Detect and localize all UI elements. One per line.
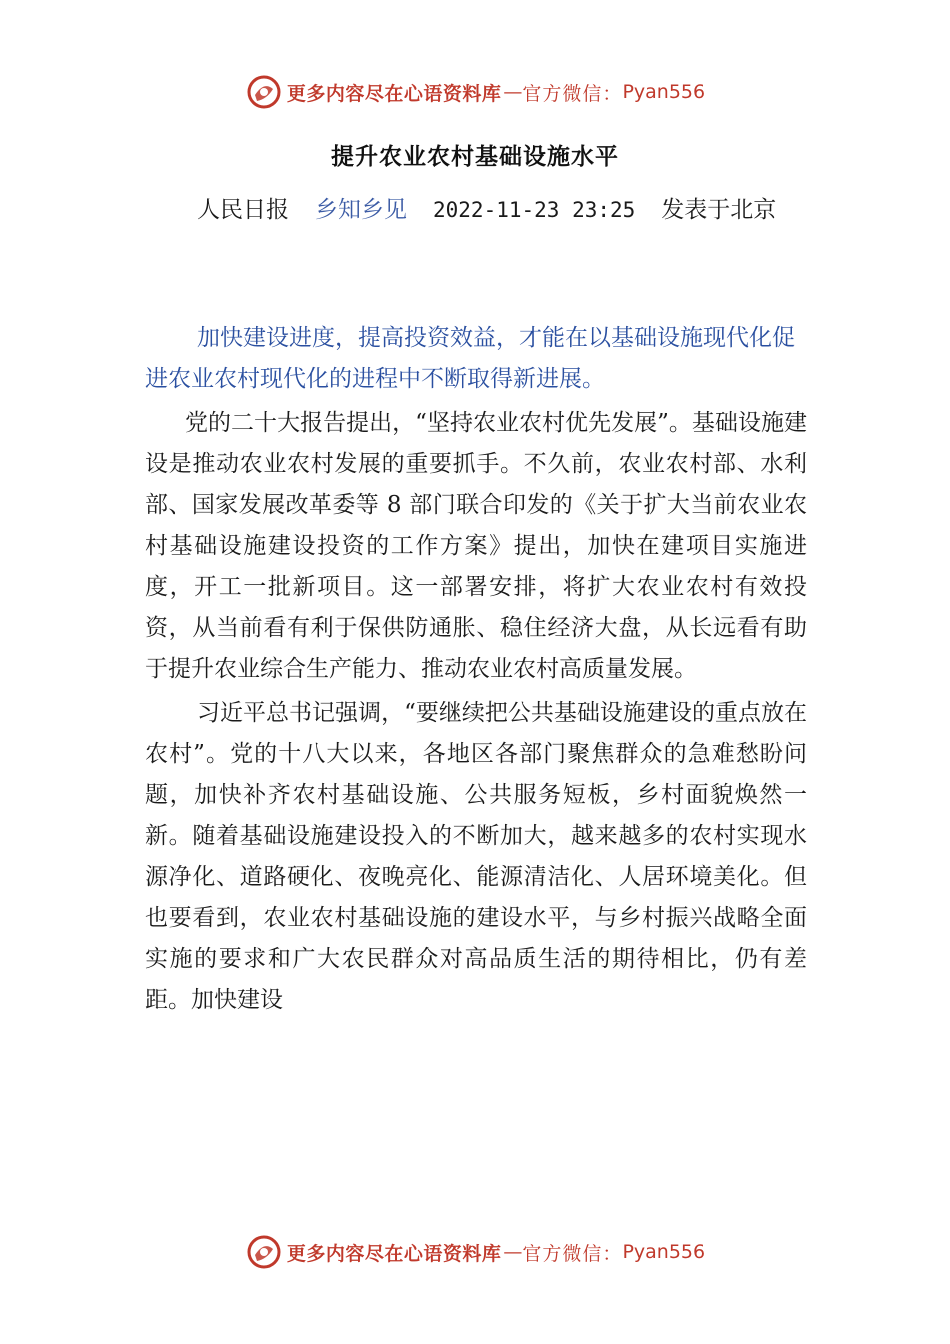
body-paragraph: 党的二十大报告提出，“坚持农业农村优先发展”。基础设施建设是推动农业农村发展的重要抓手。不久前，农业农村部、水利部、国家发展改革委等 8 部门联合印发的《关于扩大当前农业农村基础设施建设投资的工作方案》提出，加快在建项目实施进度，开工一批新项目。这一部署安排，将扩大农业农村有效投资，从当前看有利于保供防通胀、稳住经济大盘，从长远看有助于提升农业综合生产能力、推动农业农村高质量发展。	[145, 410, 807, 682]
header-banner	[0, 70, 950, 114]
logo-icon	[245, 73, 283, 111]
footer-banner	[0, 1230, 950, 1274]
article-title: 提升农业农村基础设施水平	[331, 144, 619, 170]
article-source: 人民日报	[197, 197, 289, 223]
banner-wechat-label: 官方微信：	[522, 1242, 623, 1265]
article-datetime: 2022-11-23 23:25	[433, 198, 636, 222]
article-body	[145, 403, 807, 1024]
banner-separator: —	[503, 81, 523, 103]
article-meta	[145, 188, 810, 232]
banner-wechat-label: 官方微信：	[522, 82, 623, 105]
banner-text: 更多内容尽在心语资料库	[286, 1242, 502, 1265]
banner-wechat-id: Pyan556	[622, 81, 706, 103]
banner-wechat-id: Pyan556	[622, 1241, 706, 1263]
banner-separator: —	[503, 1241, 523, 1263]
banner-text: 更多内容尽在心语资料库	[286, 82, 502, 105]
article-location: 发表于北京	[661, 197, 777, 223]
logo-icon	[245, 1233, 283, 1271]
body-paragraph: 习近平总书记强调，“要继续把公共基础设施建设的重点放在农村”。党的十八大以来，各地区各部门聚焦群众的急难愁盼问题，加快补齐农村基础设施、公共服务短板，乡村面貌焕然一新。随着基础设施建设投入的不断加大，越来越多的农村实现水源净化、道路硬化、夜晚亮化、能源清洁化、人居环境美化。但也要看到，农业农村基础设施的建设水平，与乡村振兴战略全面实施的要求和广大农民群众对高品质生活的期待相比，仍有差距。加快建设	[145, 700, 807, 1013]
lead-paragraph: 加快建设进度，提高投资效益，才能在以基础设施现代化促进农业农村现代化的进程中不断取得新进展。	[145, 325, 795, 392]
article-author[interactable]: 乡知乡见	[315, 197, 407, 223]
article-lead	[145, 318, 805, 400]
